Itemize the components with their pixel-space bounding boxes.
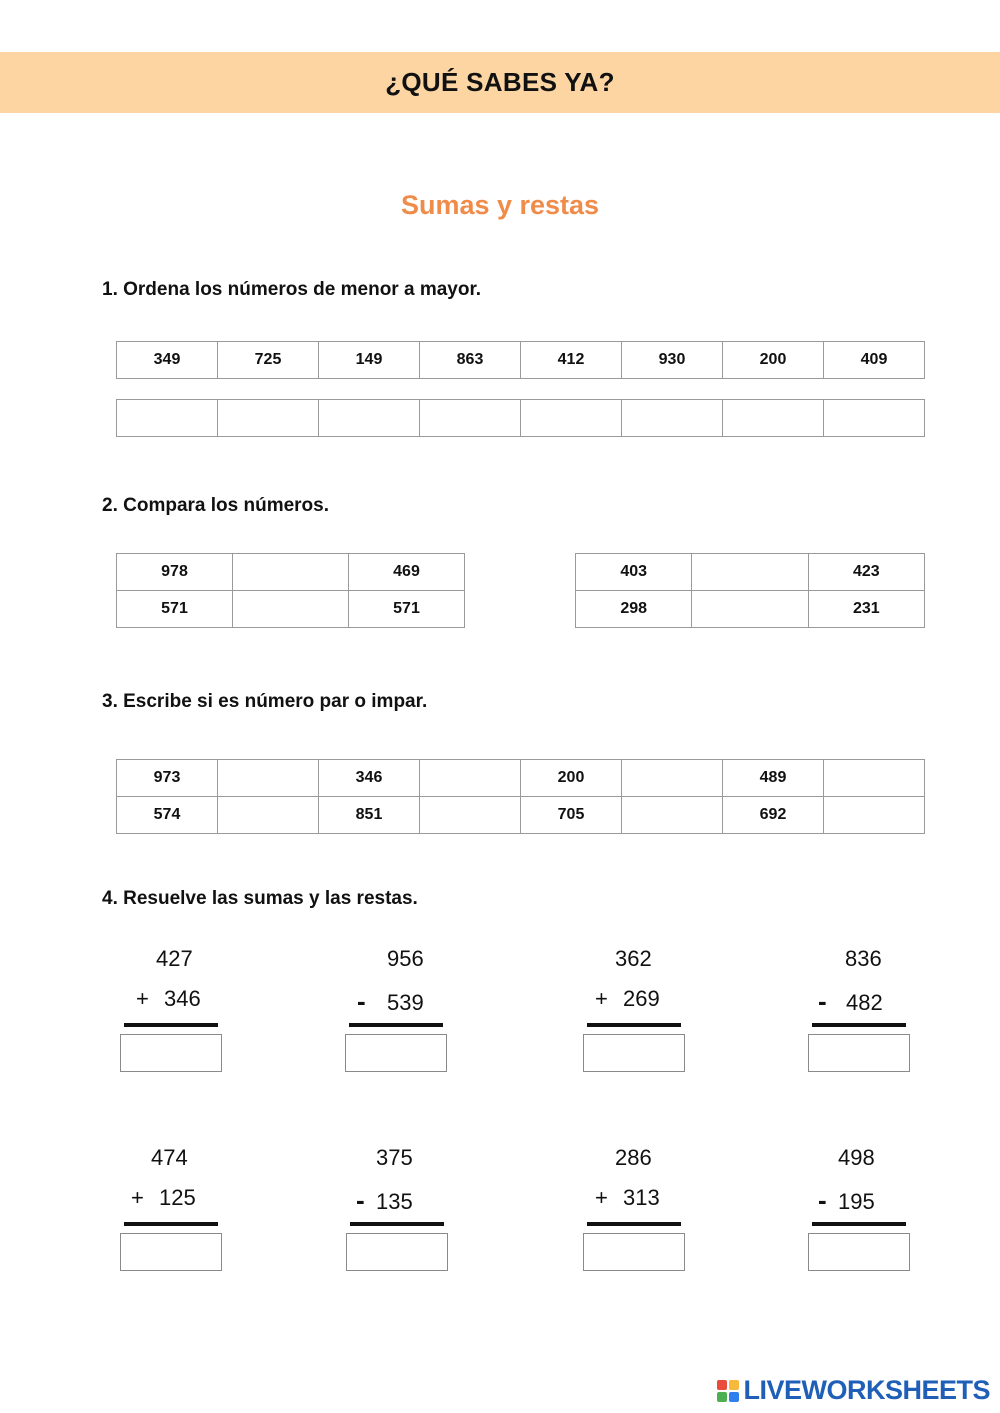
operation-bottom-number: 313 <box>623 1185 660 1210</box>
q1-answer-input[interactable] <box>622 400 723 437</box>
logo-square <box>717 1380 727 1390</box>
operation-bottom-number: 269 <box>623 986 660 1011</box>
q3-answer-input[interactable] <box>420 760 521 797</box>
q2-compare-input[interactable] <box>233 591 349 628</box>
operation-bottom-number: 195 <box>838 1189 875 1214</box>
operation-answer-input[interactable] <box>346 1233 448 1271</box>
q2-compare-input[interactable] <box>692 554 808 591</box>
liveworksheets-logo-icon <box>717 1380 739 1402</box>
operation-rule <box>812 1023 906 1027</box>
q3-number-cell: 973 <box>117 760 218 797</box>
q2-number-cell: 423 <box>808 554 924 591</box>
minus-sign: - <box>818 1185 827 1215</box>
operation-rule <box>587 1023 681 1027</box>
q3-number-cell: 705 <box>521 797 622 834</box>
operation-rule <box>124 1222 218 1226</box>
q3-number-cell: 346 <box>319 760 420 797</box>
q3-number-cell: 489 <box>723 760 824 797</box>
q2-number-cell: 978 <box>117 554 233 591</box>
section-subtitle: Sumas y restas <box>400 190 600 220</box>
operation-answer-input[interactable] <box>583 1233 685 1271</box>
operation-answer-input[interactable] <box>808 1233 910 1271</box>
q2-number-cell: 298 <box>576 591 692 628</box>
q3-number-cell: 692 <box>723 797 824 834</box>
operation-answer-input[interactable] <box>808 1034 910 1072</box>
plus-sign: + <box>131 1185 144 1210</box>
operation-rule <box>349 1023 443 1027</box>
q2-right-table <box>575 553 925 628</box>
operation-top-number: 286 <box>615 1145 652 1170</box>
q3-answer-input[interactable] <box>622 760 723 797</box>
minus-sign: - <box>357 986 366 1016</box>
q1-answer-input[interactable] <box>723 400 824 437</box>
operation-bottom-number: 125 <box>159 1185 196 1210</box>
q3-table <box>116 759 925 834</box>
operation-rule <box>350 1222 444 1226</box>
q1-number-cell: 349 <box>117 342 218 379</box>
operation-top-number: 836 <box>845 946 882 971</box>
q1-number-cell: 200 <box>723 342 824 379</box>
q3-number-cell: 574 <box>117 797 218 834</box>
brand-name: LIVEWORKSHEETS <box>743 1375 990 1405</box>
q1-number-cell: 409 <box>824 342 925 379</box>
header-banner <box>0 52 1000 113</box>
q1-number-cell: 149 <box>319 342 420 379</box>
operation-answer-input[interactable] <box>583 1034 685 1072</box>
q1-number-cell: 863 <box>420 342 521 379</box>
q2-number-cell: 571 <box>117 591 233 628</box>
question-2-title: 2. Compara los números. <box>102 495 330 516</box>
q3-answer-input[interactable] <box>218 797 319 834</box>
q3-number-cell: 851 <box>319 797 420 834</box>
operation-rule <box>812 1222 906 1226</box>
operation-answer-input[interactable] <box>120 1034 222 1072</box>
operation-top-number: 427 <box>156 946 193 971</box>
q1-answer-input[interactable] <box>521 400 622 437</box>
q1-number-cell: 725 <box>218 342 319 379</box>
operation-top-number: 498 <box>838 1145 875 1170</box>
q3-answer-input[interactable] <box>824 760 925 797</box>
plus-sign: + <box>595 986 608 1011</box>
q1-answer-input[interactable] <box>824 400 925 437</box>
q2-compare-input[interactable] <box>233 554 349 591</box>
logo-square <box>729 1380 739 1390</box>
q1-number-cell: 412 <box>521 342 622 379</box>
q1-answer-input[interactable] <box>117 400 218 437</box>
q1-answer-input[interactable] <box>218 400 319 437</box>
plus-sign: + <box>595 1185 608 1210</box>
q2-compare-input[interactable] <box>692 591 808 628</box>
q1-numbers-table <box>116 341 925 379</box>
operation-top-number: 362 <box>615 946 652 971</box>
operation-answer-input[interactable] <box>120 1233 222 1271</box>
question-3-title: 3. Escribe si es número par o impar. <box>102 691 428 712</box>
q3-answer-input[interactable] <box>824 797 925 834</box>
operation-bottom-number: 539 <box>387 990 424 1015</box>
q2-number-cell: 571 <box>349 591 465 628</box>
operation-top-number: 956 <box>387 946 424 971</box>
plus-sign: + <box>136 986 149 1011</box>
q2-number-cell: 469 <box>349 554 465 591</box>
q1-answer-input[interactable] <box>319 400 420 437</box>
q3-answer-input[interactable] <box>420 797 521 834</box>
liveworksheets-brand[interactable] <box>717 1375 990 1406</box>
operation-rule <box>587 1222 681 1226</box>
logo-square <box>717 1392 727 1402</box>
q1-answer-input[interactable] <box>420 400 521 437</box>
logo-square <box>729 1392 739 1402</box>
operation-bottom-number: 482 <box>846 990 883 1015</box>
minus-sign: - <box>818 986 827 1016</box>
q2-number-cell: 403 <box>576 554 692 591</box>
q2-left-table <box>116 553 465 628</box>
q3-answer-input[interactable] <box>218 760 319 797</box>
operation-top-number: 474 <box>151 1145 188 1170</box>
q1-answer-table <box>116 399 925 437</box>
question-4-title: 4. Resuelve las sumas y las restas. <box>102 888 418 909</box>
q3-answer-input[interactable] <box>622 797 723 834</box>
operation-rule <box>124 1023 218 1027</box>
q2-number-cell: 231 <box>808 591 924 628</box>
minus-sign: - <box>356 1185 365 1215</box>
operation-bottom-number: 346 <box>164 986 201 1011</box>
operation-answer-input[interactable] <box>345 1034 447 1072</box>
operation-top-number: 375 <box>376 1145 413 1170</box>
operation-bottom-number: 135 <box>376 1189 413 1214</box>
q1-number-cell: 930 <box>622 342 723 379</box>
question-1-title: 1. Ordena los números de menor a mayor. <box>102 279 482 300</box>
q3-number-cell: 200 <box>521 760 622 797</box>
page-title: ¿QUÉ SABES YA? <box>385 67 615 97</box>
